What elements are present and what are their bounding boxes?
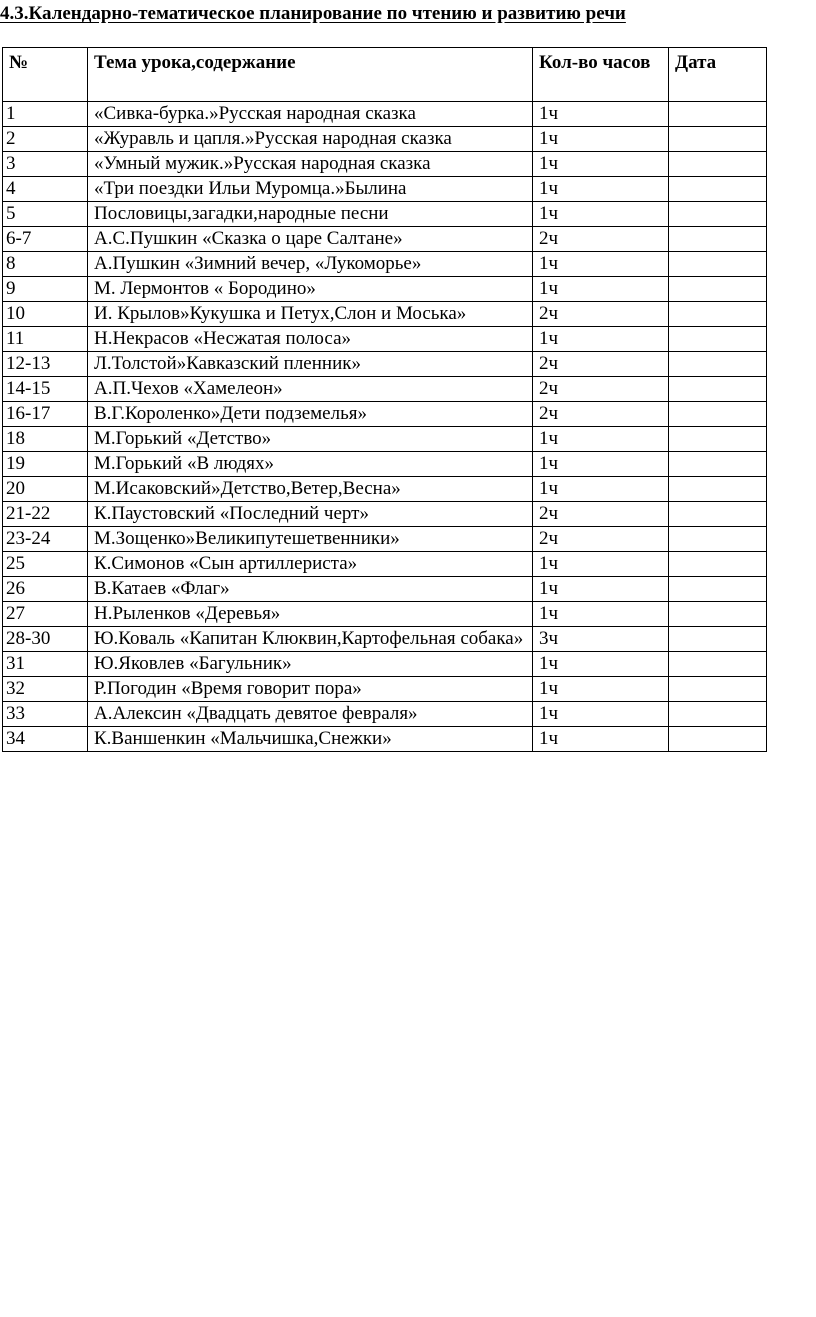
cell-hours: 2ч [533, 227, 669, 252]
cell-number: 26 [3, 577, 88, 602]
cell-topic: «Три поездки Ильи Муромца.»Былина [88, 177, 533, 202]
cell-topic: Ю.Коваль «Капитан Клюквин,Картофельная собака» [88, 627, 533, 652]
cell-topic: Пословицы,загадки,народные песни [88, 202, 533, 227]
cell-hours: 1ч [533, 552, 669, 577]
cell-date [669, 302, 767, 327]
table-row [3, 277, 767, 302]
cell-number: 9 [3, 277, 88, 302]
cell-topic: Р.Погодин «Время говорит пора» [88, 677, 533, 702]
cell-hours: 1ч [533, 602, 669, 627]
cell-date [669, 477, 767, 502]
cell-date [669, 502, 767, 527]
cell-topic: М.Горький «Детство» [88, 427, 533, 452]
cell-hours: 1ч [533, 202, 669, 227]
cell-topic: «Умный мужик.»Русская народная сказка [88, 152, 533, 177]
header-topic: Тема урока,содержание [88, 48, 533, 102]
cell-topic: В.Катаев «Флаг» [88, 577, 533, 602]
cell-number: 31 [3, 652, 88, 677]
table-row [3, 427, 767, 452]
table-row [3, 177, 767, 202]
cell-date [669, 352, 767, 377]
cell-number: 3 [3, 152, 88, 177]
table-row [3, 152, 767, 177]
cell-number: 23-24 [3, 527, 88, 552]
header-number: № [3, 48, 88, 102]
cell-date [669, 202, 767, 227]
cell-date [669, 577, 767, 602]
cell-topic: И. Крылов»Кукушка и Петух,Слон и Моська» [88, 302, 533, 327]
cell-number: 32 [3, 677, 88, 702]
cell-date [669, 227, 767, 252]
cell-date [669, 527, 767, 552]
table-row [3, 102, 767, 127]
table-row [3, 227, 767, 252]
table-row [3, 527, 767, 552]
cell-topic: А.С.Пушкин «Сказка о царе Салтане» [88, 227, 533, 252]
table-row [3, 727, 767, 752]
table-header-row [3, 48, 767, 102]
table-row [3, 477, 767, 502]
table-row [3, 627, 767, 652]
cell-hours: 1ч [533, 102, 669, 127]
cell-number: 27 [3, 602, 88, 627]
cell-topic: «Журавль и цапля.»Русская народная сказка [88, 127, 533, 152]
cell-hours: 1ч [533, 127, 669, 152]
table-row [3, 127, 767, 152]
cell-number: 12-13 [3, 352, 88, 377]
cell-number: 2 [3, 127, 88, 152]
cell-hours: 2ч [533, 377, 669, 402]
cell-hours: 2ч [533, 402, 669, 427]
cell-topic: К.Ваншенкин «Мальчишка,Снежки» [88, 727, 533, 752]
table-row [3, 702, 767, 727]
table-row [3, 402, 767, 427]
cell-date [669, 152, 767, 177]
cell-topic: К.Паустовский «Последний черт» [88, 502, 533, 527]
cell-date [669, 277, 767, 302]
cell-hours: 1ч [533, 427, 669, 452]
table-row [3, 652, 767, 677]
table-row [3, 252, 767, 277]
cell-number: 18 [3, 427, 88, 452]
cell-number: 21-22 [3, 502, 88, 527]
cell-number: 11 [3, 327, 88, 352]
cell-hours: 1ч [533, 327, 669, 352]
cell-topic: М.Исаковский»Детство,Ветер,Весна» [88, 477, 533, 502]
cell-hours: 1ч [533, 727, 669, 752]
header-date: Дата [669, 48, 767, 102]
cell-hours: 1ч [533, 177, 669, 202]
cell-number: 6-7 [3, 227, 88, 252]
table-row [3, 502, 767, 527]
cell-date [669, 177, 767, 202]
cell-topic: М.Зощенко»Великипутешетвенники» [88, 527, 533, 552]
cell-topic: Ю.Яковлев «Багульник» [88, 652, 533, 677]
cell-date [669, 727, 767, 752]
cell-date [669, 102, 767, 127]
cell-date [669, 602, 767, 627]
cell-number: 19 [3, 452, 88, 477]
table-row [3, 352, 767, 377]
cell-hours: 1ч [533, 152, 669, 177]
cell-number: 1 [3, 102, 88, 127]
cell-date [669, 452, 767, 477]
cell-topic: А.Пушкин «Зимний вечер, «Лукоморье» [88, 252, 533, 277]
table-row [3, 552, 767, 577]
cell-number: 25 [3, 552, 88, 577]
cell-number: 34 [3, 727, 88, 752]
cell-hours: 1ч [533, 677, 669, 702]
cell-hours: 1ч [533, 652, 669, 677]
cell-number: 8 [3, 252, 88, 277]
table-row [3, 577, 767, 602]
cell-topic: Н.Некрасов «Несжатая полоса» [88, 327, 533, 352]
cell-number: 5 [3, 202, 88, 227]
cell-topic: В.Г.Короленко»Дети подземелья» [88, 402, 533, 427]
cell-topic: М.Горький «В людях» [88, 452, 533, 477]
cell-topic: А.Алексин «Двадцать девятое февраля» [88, 702, 533, 727]
cell-topic: К.Симонов «Сын артиллериста» [88, 552, 533, 577]
cell-date [669, 677, 767, 702]
cell-number: 14-15 [3, 377, 88, 402]
cell-hours: 1ч [533, 477, 669, 502]
cell-date [669, 327, 767, 352]
cell-number: 16-17 [3, 402, 88, 427]
table-row [3, 677, 767, 702]
table-row [3, 202, 767, 227]
table-row [3, 302, 767, 327]
cell-topic: «Сивка-бурка.»Русская народная сказка [88, 102, 533, 127]
lesson-plan-table [2, 47, 767, 752]
cell-hours: 1ч [533, 452, 669, 477]
cell-date [669, 427, 767, 452]
cell-date [669, 652, 767, 677]
cell-hours: 3ч [533, 627, 669, 652]
cell-topic: Н.Рыленков «Деревья» [88, 602, 533, 627]
table-body [3, 102, 767, 752]
cell-number: 10 [3, 302, 88, 327]
cell-hours: 1ч [533, 252, 669, 277]
cell-hours: 1ч [533, 702, 669, 727]
cell-date [669, 402, 767, 427]
table-row [3, 327, 767, 352]
cell-date [669, 552, 767, 577]
cell-number: 4 [3, 177, 88, 202]
cell-hours: 2ч [533, 302, 669, 327]
cell-topic: А.П.Чехов «Хамелеон» [88, 377, 533, 402]
cell-hours: 2ч [533, 527, 669, 552]
cell-date [669, 127, 767, 152]
document-title: 4.3.Календарно-тематическое планирование по чтению и развитию речи [0, 3, 626, 24]
cell-hours: 2ч [533, 352, 669, 377]
table-row [3, 602, 767, 627]
table-row [3, 377, 767, 402]
cell-topic: Л.Толстой»Кавказский пленник» [88, 352, 533, 377]
cell-number: 28-30 [3, 627, 88, 652]
cell-hours: 2ч [533, 502, 669, 527]
table-row [3, 452, 767, 477]
cell-number: 20 [3, 477, 88, 502]
cell-date [669, 627, 767, 652]
cell-date [669, 377, 767, 402]
cell-hours: 1ч [533, 577, 669, 602]
cell-topic: М. Лермонтов « Бородино» [88, 277, 533, 302]
cell-number: 33 [3, 702, 88, 727]
cell-hours: 1ч [533, 277, 669, 302]
header-hours: Кол-во часов [533, 48, 669, 102]
cell-date [669, 252, 767, 277]
cell-date [669, 702, 767, 727]
